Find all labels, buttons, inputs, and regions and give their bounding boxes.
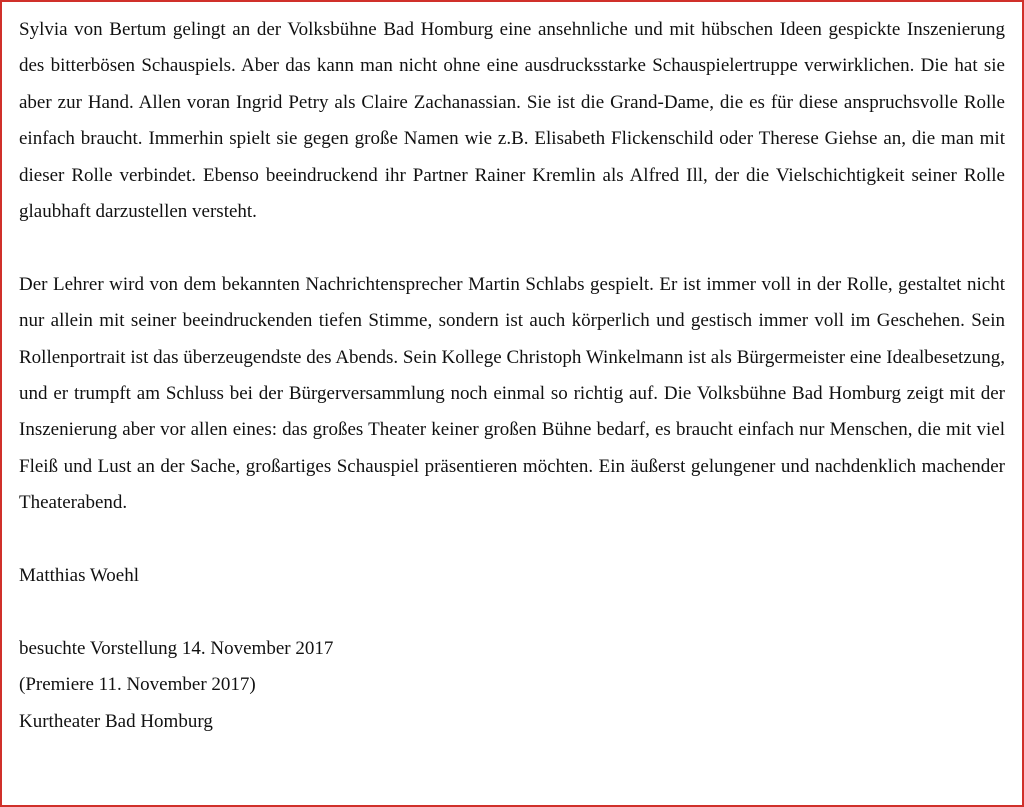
paragraph-spacer: [19, 522, 1005, 558]
author-name: Matthias Woehl: [19, 565, 140, 587]
visit-date: besuchte Vorstellung 14. November 2017: [19, 637, 334, 659]
review-text: [19, 12, 1005, 740]
visit-info: [19, 631, 1005, 740]
review-paragraph-1: Sylvia von Bertum gelingt an der Volksbühne Bad Homburg eine ansehnliche und mit hübschen Ideen gespickte Inszenierung des bitterbösen Schauspiels. Aber das kann man nicht ohne eine ausdrucksstarke Schauspielertruppe verwirklichen. Die hat sie aber zur Hand. Allen voran Ingrid Petry als Claire Zachanassian. Sie ist die Grand-Dame, die es für diese anspruchsvolle Rolle einfach braucht. Immerhin spielt sie gegen große Namen wie z.B. Elisabeth Flickenschild oder Therese Giehse an, die man mit dieser Rolle verbindet. Ebenso beeindruckend ihr Partner Rainer Kremlin als Alfred Ill, der die Vielschichtigkeit seiner Rolle glaubhaft darzustellen versteht.: [19, 19, 1005, 223]
review-paragraph-2: Der Lehrer wird von dem bekannten Nachrichtensprecher Martin Schlabs gespielt. Er ist immer voll in der Rolle, gestaltet nicht nur allein mit seiner beeindruckenden tiefen Stimme, sondern ist auch körperlich und gestisch immer voll im Geschehen. Sein Rollenportrait ist das überzeugendste des Abends. Sein Kollege Christoph Winkelmann ist als Bürgermeister eine Idealbesetzung, und er trumpft am Schluss bei der Bürgerversammlung noch einmal so richtig auf. Die Volksbühne Bad Homburg zeigt mit der Inszenierung aber vor allen eines: das großes Theater keiner großen Bühne bedarf, es braucht einfach nur Menschen, die mit viel Fleiß und Lust an der Sache, großartiges Schauspiel präsentieren möchten. Ein äußerst gelungener und nachdenklich machender Theaterabend.: [19, 273, 1005, 514]
venue-name: Kurtheater Bad Homburg: [19, 710, 213, 732]
paragraph-spacer: [19, 230, 1005, 266]
premiere-date: (Premiere 11. November 2017): [19, 674, 256, 696]
paragraph-spacer: [19, 594, 1005, 630]
